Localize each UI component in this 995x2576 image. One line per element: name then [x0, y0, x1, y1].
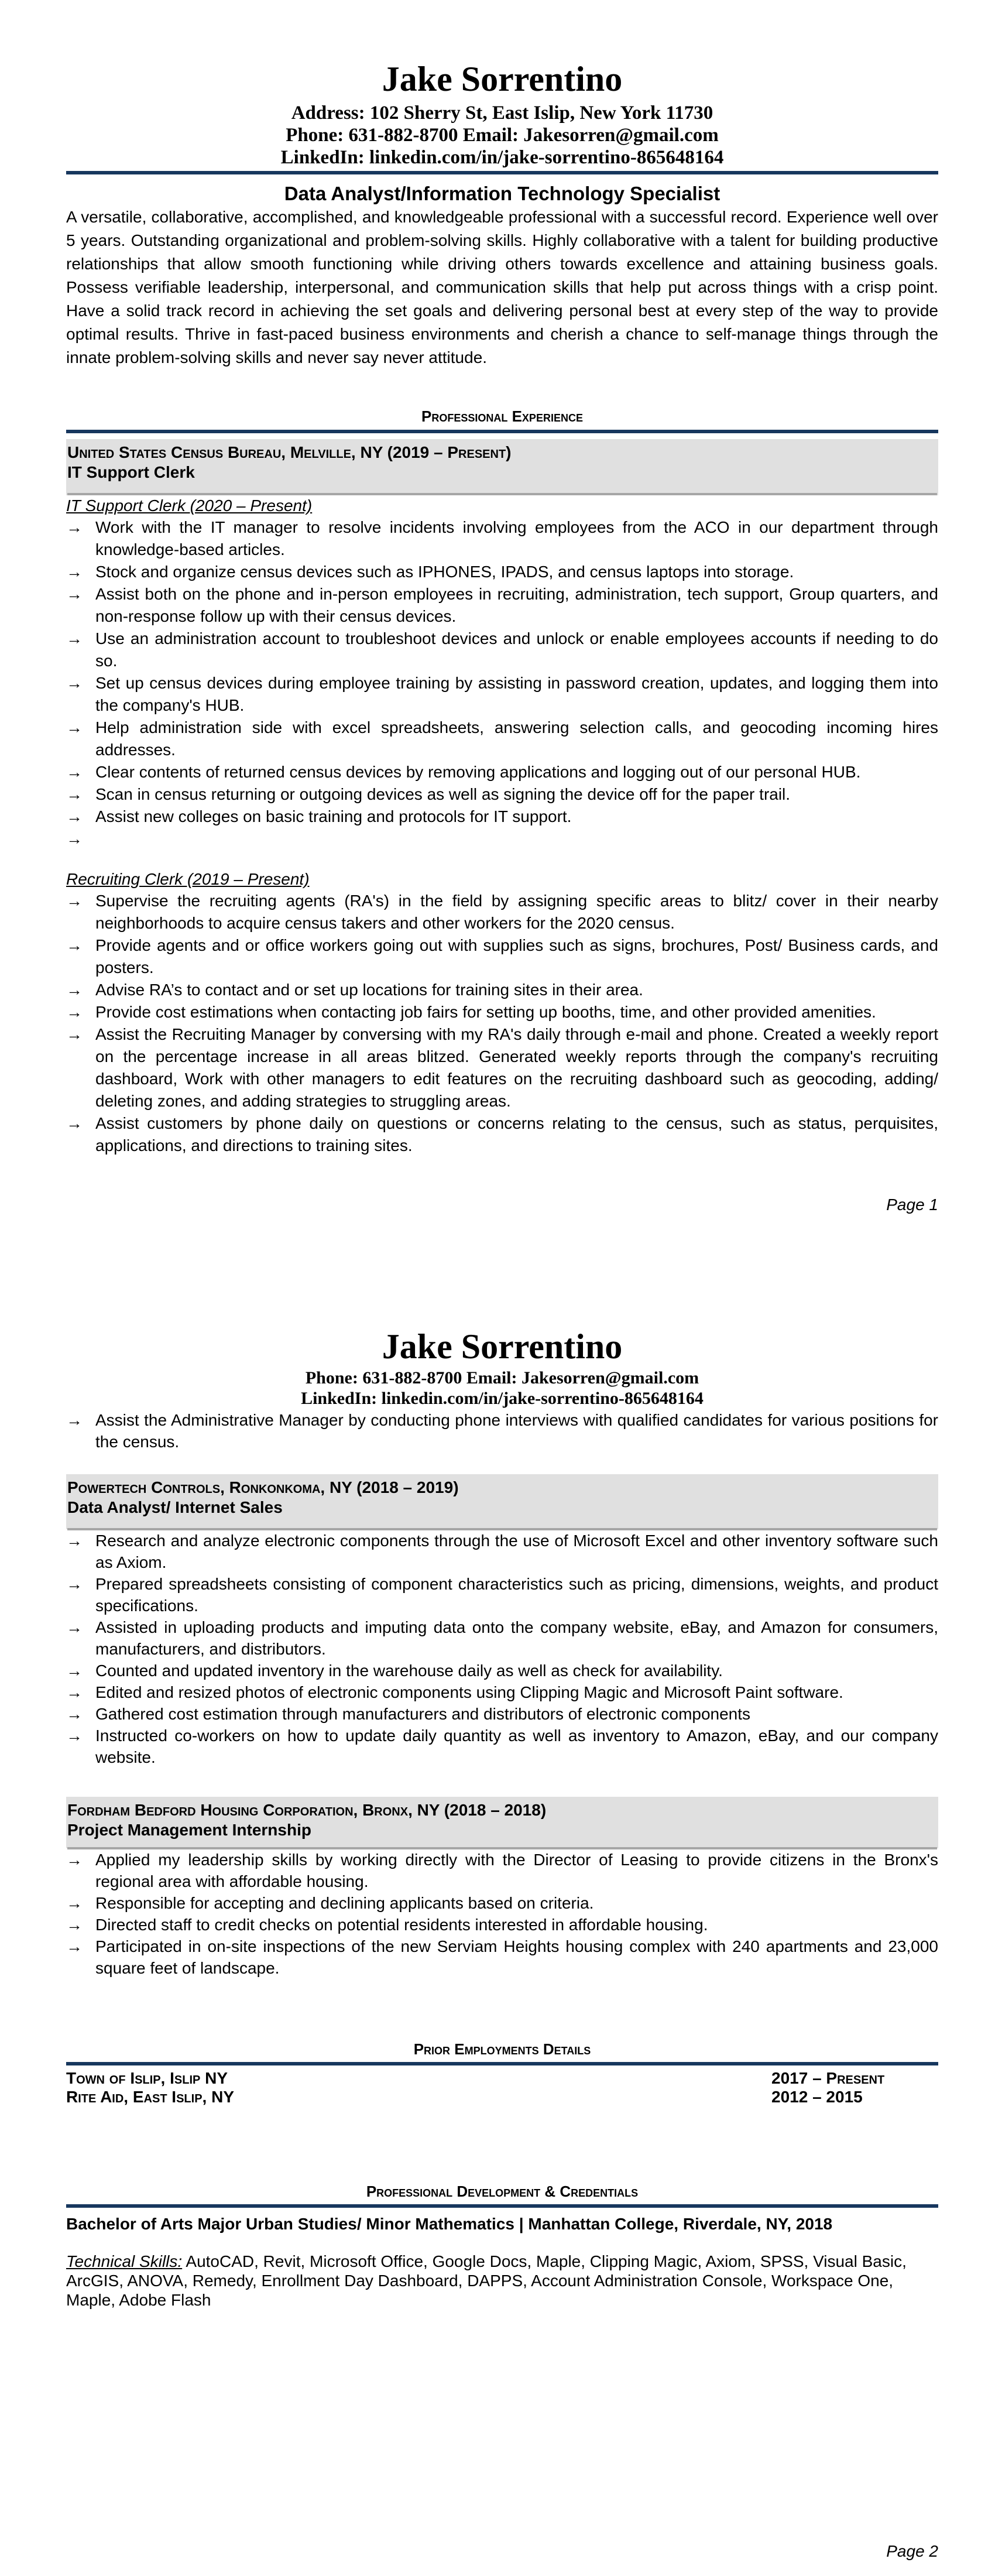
bullet-text: Assist customers by phone daily on questions or concerns relating to the census, such as status, perquisites, applications, and directions to training sites. — [95, 1114, 938, 1155]
technical-skills — [66, 2252, 938, 2310]
bullet-item — [66, 516, 938, 561]
arrow-bullet-icon: → — [66, 981, 83, 999]
arrow-bullet-icon: → — [66, 892, 83, 910]
bullet-item — [66, 1573, 938, 1616]
phone-email: Phone: 631-882-8700 Email: Jakesorren@gmail.com — [286, 125, 719, 146]
section-divider — [66, 430, 938, 433]
bullet-item — [66, 1703, 938, 1725]
bullet-item — [66, 1409, 938, 1453]
bullet-list — [66, 1849, 938, 1979]
bullet-list — [66, 1530, 938, 1768]
subrole-title: Recruiting Clerk (2019 – Present) — [66, 870, 310, 888]
degree: Bachelor of Arts Major Urban Studies/ Minor Mathematics | Manhattan College, Riverdale, NY, 2018 — [66, 2215, 833, 2233]
page-2 — [0, 1288, 995, 2576]
bullet-item — [66, 1616, 938, 1660]
arrow-bullet-icon: → — [66, 807, 83, 825]
arrow-bullet-icon: → — [66, 1618, 83, 1636]
arrow-bullet-icon: → — [66, 1937, 83, 1955]
linkedin: LinkedIn: linkedin.com/in/jake-sorrentino-865648164 — [280, 147, 724, 168]
arrow-bullet-icon: → — [66, 1114, 83, 1132]
company: Powertech Controls, Ronkonkoma, NY (2018 – 2019) — [67, 1478, 459, 1496]
bullet-item — [66, 628, 938, 672]
bullet-text: Provide cost estimations when contacting job fairs for setting up booths, time, and other provided amenities. — [95, 1003, 876, 1021]
section-divider — [66, 2062, 938, 2065]
bullet-item — [66, 979, 938, 1001]
bullet-text: Scan in census returning or outgoing devices as well as signing the device off for the paper trail. — [95, 785, 791, 803]
phone-email: Phone: 631-882-8700 Email: Jakesorren@gmail.com — [305, 1368, 699, 1388]
section-heading-prior: Prior Employments Details — [413, 2040, 591, 2058]
prior-dates: 2017 – Present — [771, 2069, 885, 2087]
arrow-bullet-icon: → — [66, 563, 83, 581]
bullet-text: Prepared spreadsheets consisting of component characteristics such as pricing, dimensions, weights, and product specifications. — [95, 1575, 938, 1615]
arrow-bullet-icon: → — [66, 763, 83, 781]
bullet-list — [66, 890, 938, 1157]
contact-block — [66, 102, 938, 169]
bullet-list — [66, 1409, 938, 1453]
bullet-text: Work with the IT manager to resolve incidents involving employees from the ACO in our department through knowledge-based articles. — [95, 518, 938, 559]
bullet-text: Advise RA’s to contact and or set up locations for training sites in their area. — [95, 981, 643, 999]
job-header-powertech — [66, 1474, 938, 1529]
prior-item — [66, 2088, 938, 2106]
bullet-item — [66, 1023, 938, 1112]
arrow-bullet-icon: → — [66, 1727, 83, 1745]
role: Data Analyst/ Internet Sales — [67, 1498, 283, 1516]
arrow-bullet-icon: → — [66, 1003, 83, 1021]
section-heading-experience: Professional Experience — [421, 407, 583, 425]
candidate-name: Jake Sorrentino — [382, 1327, 623, 1366]
bullet-text: Assist both on the phone and in-person employees in recruiting, administration, tech support, Group quarters, and non-response follow up with their census devices. — [95, 585, 938, 625]
candidate-name: Jake Sorrentino — [382, 60, 623, 98]
bullet-text: Provide agents and or office workers going out with supplies such as signs, brochures, Post/ Business cards, and posters. — [95, 936, 938, 977]
bullet-item — [66, 672, 938, 717]
bullet-text: Assist the Administrative Manager by conducting phone interviews with qualified candidates for various positions for the census. — [95, 1411, 938, 1451]
bullet-item — [66, 1936, 938, 1979]
prior-dates: 2012 – 2015 — [771, 2088, 863, 2106]
bullet-item — [66, 583, 938, 628]
bullet-text: Supervise the recruiting agents (RA's) in the field by assigning specific areas to blitz/ cover in their nearby neighborhoods to acquire census takers and other workers for the 2020 census. — [95, 892, 938, 932]
arrow-bullet-icon: → — [66, 830, 83, 848]
page-number: Page 1 — [886, 1195, 938, 1214]
subrole-title: IT Support Clerk (2020 – Present) — [66, 496, 313, 515]
job-powertech-bullets — [66, 1530, 938, 1768]
prior-item — [66, 2069, 938, 2088]
bullet-text: Applied my leadership skills by working directly with the Director of Leasing to provide citizens in the Bronx's regional area with affordable housing. — [95, 1851, 938, 1890]
header-divider — [66, 171, 938, 174]
bullet-text: Stock and organize census devices such as IPHONES, IPADS, and census laptops into storage. — [95, 563, 794, 581]
company: Fordham Bedford Housing Corporation, Bronx, NY (2018 – 2018) — [67, 1801, 547, 1819]
arrow-bullet-icon: → — [66, 1916, 83, 1934]
continued-bullets — [66, 1409, 938, 1453]
bullet-item — [66, 1660, 938, 1681]
professional-title: Data Analyst/Information Technology Specialist — [284, 183, 720, 204]
arrow-bullet-icon: → — [66, 674, 83, 692]
bullet-item — [66, 1914, 938, 1936]
subrole-it-support — [66, 495, 938, 850]
arrow-bullet-icon: → — [66, 1705, 83, 1723]
page-number: Page 2 — [886, 2542, 938, 2560]
bullet-list — [66, 516, 938, 850]
company: United States Census Bureau, Melville, NY (2019 – Present) — [67, 443, 512, 461]
skills-list: AutoCAD, Revit, Microsoft Office, Google Docs, Maple, Clipping Magic, Axiom, SPSS, Visual Basic, ArcGIS, ANOVA, Remedy, Enrollment Day Dashboard, DAPPS, Account Administration Console, Workspace One, Maple, Adobe Flash — [66, 2252, 907, 2309]
bullet-item — [66, 934, 938, 979]
role: IT Support Clerk — [67, 463, 195, 481]
bullet-item — [66, 561, 938, 583]
job-header-fordham — [66, 1797, 938, 1848]
bullet-item — [66, 1725, 938, 1768]
arrow-bullet-icon: → — [66, 629, 83, 648]
arrow-bullet-icon: → — [66, 1894, 83, 1912]
job-fordham-bullets — [66, 1849, 938, 1979]
bullet-text: Assist the Recruiting Manager by conversing with my RA's daily through e-mail and phone. Created a weekly report on the percentage increase in all areas blitzed. Generated weekly reports through the company's recruiting dashboard, Work with other managers to edit features on the recruiting dashboard such as geocoding, adding/ deleting zones, and adding strategies to struggling areas. — [95, 1025, 938, 1110]
bullet-text: Clear contents of returned census devices by removing applications and logging out of our personal HUB. — [95, 763, 861, 781]
bullet-item — [66, 717, 938, 761]
summary: A versatile, collaborative, accomplished, and knowledgeable professional with a successful record. Experience well over 5 years. Outstanding organizational and problem-solving skills. Highly collaborative with a talent for building productive relationships that allow smooth functioning while driving others towards excellence and attaining business goals. Possess verifiable leadership, interpersonal, and communication skills that help put across things with a crisp point. Have a solid track record in achieving the set goals and delivering personal best at every step of the way to provide optimal results. Thrive in fast-paced business environments and cherish a chance to self-manage things through the innate problem-solving skills and never say never attitude. — [66, 208, 938, 366]
contact-block — [66, 1368, 938, 1409]
prior-employer: Town of Islip, Islip NY — [66, 2069, 228, 2087]
bullet-text: Use an administration account to troubleshoot devices and unlock or enable employees accounts if needing to do so. — [95, 629, 938, 670]
skills-label: Technical Skills: — [66, 2252, 183, 2270]
arrow-bullet-icon: → — [66, 785, 83, 803]
bullet-item — [66, 1530, 938, 1573]
bullet-text: Instructed co-workers on how to update daily quantity as well as inventory to Amazon, eBay, and our company website. — [95, 1727, 938, 1766]
bullet-text: Counted and updated inventory in the warehouse daily as well as check for availability. — [95, 1662, 723, 1680]
prior-list — [66, 2069, 938, 2106]
subrole-recruiting — [66, 869, 938, 1157]
bullet-item — [66, 1001, 938, 1023]
bullet-item — [66, 828, 938, 850]
bullet-item — [66, 806, 938, 828]
job-header-census — [66, 439, 938, 495]
bullet-item — [66, 1112, 938, 1157]
arrow-bullet-icon: → — [66, 1851, 83, 1869]
prior-employer: Rite Aid, East Islip, NY — [66, 2088, 234, 2106]
bullet-text: Assisted in uploading products and imputing data onto the company website, eBay, and Amazon for consumers, manufacturers, and distributors. — [95, 1618, 938, 1658]
bullet-text: Research and analyze electronic components through the use of Microsoft Excel and other inventory software such as Axiom. — [95, 1532, 938, 1571]
bullet-text: Gathered cost estimation through manufacturers and distributors of electronic components — [95, 1705, 751, 1723]
bullet-text: Assist new colleges on basic training and protocols for IT support. — [95, 807, 572, 825]
arrow-bullet-icon: → — [66, 1532, 83, 1550]
linkedin: LinkedIn: linkedin.com/in/jake-sorrentino-865648164 — [301, 1389, 704, 1408]
bullet-item — [66, 1892, 938, 1914]
bullet-text: Help administration side with excel spreadsheets, answering selection calls, and geocoding incoming hires addresses. — [95, 718, 938, 759]
arrow-bullet-icon: → — [66, 1683, 83, 1701]
bullet-item — [66, 783, 938, 806]
bullet-item — [66, 1849, 938, 1892]
bullet-item — [66, 890, 938, 934]
arrow-bullet-icon: → — [66, 1575, 83, 1593]
role: Project Management Internship — [67, 1821, 311, 1839]
bullet-item — [66, 1681, 938, 1703]
arrow-bullet-icon: → — [66, 1411, 83, 1429]
bullet-text: Directed staff to credit checks on potential residents interested in affordable housing. — [95, 1916, 708, 1934]
section-divider — [66, 2204, 938, 2208]
bullet-text: Set up census devices during employee training by assisting in password creation, updates, and logging them into the company's HUB. — [95, 674, 938, 714]
bullet-item — [66, 761, 938, 783]
arrow-bullet-icon: → — [66, 718, 83, 737]
bullet-text: Participated in on-site inspections of the new Serviam Heights housing complex with 240 apartments and 23,000 square feet of landscape. — [95, 1937, 938, 1977]
arrow-bullet-icon: → — [66, 936, 83, 954]
section-heading-development: Professional Development & Credentials — [366, 2183, 639, 2200]
address: Address: 102 Sherry St, East Islip, New York 11730 — [291, 102, 713, 124]
arrow-bullet-icon: → — [66, 518, 83, 536]
bullet-text: Edited and resized photos of electronic components using Clipping Magic and Microsoft Paint software. — [95, 1683, 843, 1701]
bullet-text: Responsible for accepting and declining applicants based on criteria. — [95, 1894, 594, 1912]
arrow-bullet-icon: → — [66, 585, 83, 603]
arrow-bullet-icon: → — [66, 1662, 83, 1680]
arrow-bullet-icon: → — [66, 1025, 83, 1043]
